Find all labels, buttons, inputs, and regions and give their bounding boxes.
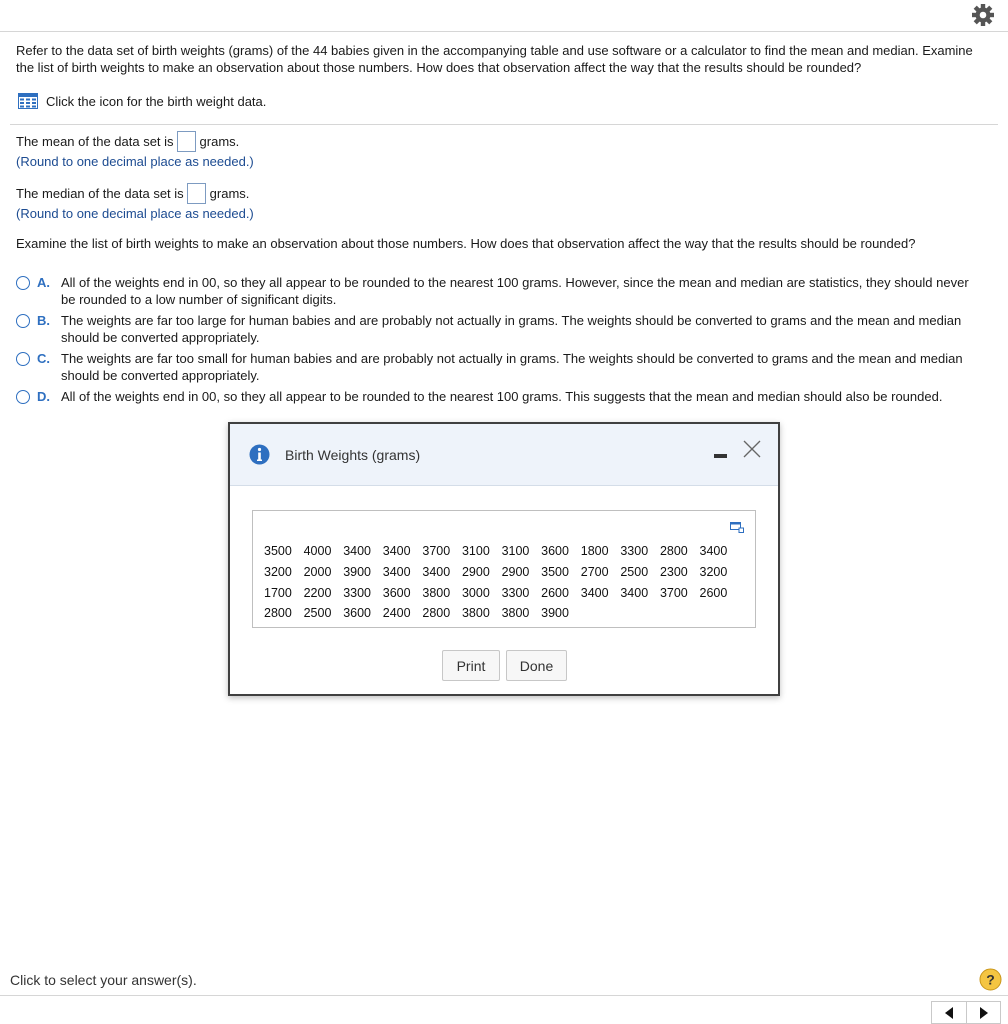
option-b-radio[interactable] (16, 314, 30, 328)
bottom-divider (0, 995, 1008, 996)
mean-suffix: grams. (199, 134, 240, 149)
table-cell: 2900 (461, 565, 490, 580)
option-b-text: The weights are far too large for human babies and are probably not actually in grams. The weights should be converted to grams and the mean and median should be converted appropriately. (61, 313, 962, 345)
table-cell: 2800 (264, 606, 292, 621)
top-divider (0, 31, 1008, 32)
table-cell: 3200 (264, 565, 292, 580)
median-suffix: grams. (209, 186, 250, 201)
section-divider (10, 124, 998, 125)
copy-icon[interactable] (730, 521, 744, 533)
table-cell: 2300 (659, 565, 688, 580)
table-row (264, 562, 739, 583)
table-cell: 3300 (620, 544, 649, 559)
close-icon[interactable] (742, 439, 762, 459)
help-icon[interactable] (979, 968, 1002, 991)
median-line (16, 183, 249, 204)
option-c-radio[interactable] (16, 352, 30, 366)
table-cell: 3900 (541, 606, 569, 621)
help-label: ? (986, 971, 995, 988)
data-table (264, 541, 739, 624)
table-cell: 3400 (422, 565, 451, 580)
table-cell: 3500 (264, 544, 292, 559)
option-d-radio[interactable] (16, 390, 30, 404)
table-cell: 3600 (541, 544, 569, 559)
gear-icon[interactable] (970, 2, 996, 28)
table-cell: 3400 (699, 544, 728, 559)
table-cell: 2800 (659, 544, 688, 559)
dialog-title: Birth Weights (grams) (285, 447, 421, 463)
median-input[interactable] (187, 183, 206, 204)
table-cell: 3800 (422, 585, 451, 600)
info-icon (249, 444, 270, 465)
option-a-radio[interactable] (16, 276, 30, 290)
table-cell: 2600 (699, 585, 728, 600)
question-text: Refer to the data set of birth weights (grams) of the 44 babies given in the accompanying table and use software or a calculator to find the mean and median. Examine the list of birth weights to make an observation about those numbers. How does that observation affect the way that the results should be rounded? (16, 43, 973, 75)
table-cell: 3400 (382, 565, 411, 580)
table-cell: 3400 (580, 585, 609, 600)
option-b[interactable] (16, 313, 976, 346)
table-icon[interactable] (18, 93, 38, 109)
table-cell: 2000 (303, 565, 332, 580)
table-cell: 3100 (501, 544, 530, 559)
table-cell: 3500 (541, 565, 569, 580)
minimize-icon[interactable] (714, 449, 728, 461)
table-row (264, 603, 739, 624)
next-button[interactable] (966, 1002, 1000, 1024)
table-cell: 3200 (699, 565, 728, 580)
next-icon (979, 1007, 989, 1019)
table-cell: 2400 (382, 606, 411, 621)
mean-input[interactable] (177, 131, 196, 152)
table-cell: 2600 (541, 585, 569, 600)
table-cell: 2500 (303, 606, 332, 621)
table-cell: 3600 (343, 606, 371, 621)
option-a-text: All of the weights end in 00, so they all appear to be rounded to the nearest 100 grams. However, since the mean and median are statistics, they should never be rounded to a low number of significant digits. (61, 275, 969, 307)
table-cell: 3700 (422, 544, 451, 559)
table-cell: 2200 (303, 585, 332, 600)
table-cell: 3800 (461, 606, 490, 621)
option-c-letter: C. (37, 351, 50, 366)
option-c-text: The weights are far too small for human babies and are probably not actually in grams. The weights should be converted to grams and the mean and median should be converted appropriately. (61, 351, 963, 383)
print-button[interactable]: Print (442, 650, 500, 681)
median-hint: (Round to one decimal place as needed.) (16, 206, 254, 221)
option-d-letter: D. (37, 389, 50, 404)
option-a[interactable] (16, 275, 976, 308)
table-cell: 3800 (501, 606, 530, 621)
examine-prompt: Examine the list of birth weights to make an observation about those numbers. How does that observation affect the way that the results should be rounded? (16, 236, 916, 251)
table-cell: 1800 (580, 544, 609, 559)
table-cell: 3300 (343, 585, 371, 600)
done-button[interactable]: Done (506, 650, 567, 681)
option-d-text: All of the weights end in 00, so they all appear to be rounded to the nearest 100 grams. This suggests that the mean and median should also be rounded. (61, 389, 943, 404)
option-b-letter: B. (37, 313, 50, 328)
mean-line (16, 131, 239, 152)
table-cell: 2900 (501, 565, 530, 580)
data-link-label[interactable]: Click the icon for the birth weight data. (46, 93, 267, 109)
mean-prefix: The mean of the data set is (16, 134, 174, 149)
birth-weights-dialog (228, 422, 780, 696)
mean-hint: (Round to one decimal place as needed.) (16, 154, 254, 169)
table-cell: 2800 (422, 606, 451, 621)
table-cell: 3400 (382, 544, 411, 559)
table-cell: 3900 (343, 565, 371, 580)
table-cell: 1700 (264, 585, 292, 600)
status-text: Click to select your answer(s). (10, 972, 197, 988)
question-nav (931, 1001, 1001, 1024)
prev-icon (944, 1007, 954, 1019)
option-a-letter: A. (37, 275, 50, 290)
table-row (264, 582, 739, 603)
table-cell: 3000 (461, 585, 490, 600)
data-link[interactable] (18, 93, 266, 109)
prev-button[interactable] (932, 1002, 966, 1024)
table-cell: 3100 (461, 544, 490, 559)
table-cell: 3400 (620, 585, 649, 600)
option-c[interactable] (16, 351, 976, 384)
table-cell: 2700 (580, 565, 609, 580)
table-cell: 2500 (620, 565, 649, 580)
table-row (264, 541, 739, 562)
table-cell: 4000 (303, 544, 332, 559)
median-prefix: The median of the data set is (16, 186, 184, 201)
table-cell: 3600 (382, 585, 411, 600)
table-cell: 3400 (343, 544, 371, 559)
table-cell: 3700 (659, 585, 688, 600)
option-d[interactable] (16, 389, 976, 406)
data-panel (252, 510, 756, 628)
dialog-header[interactable] (230, 424, 778, 486)
table-cell: 3300 (501, 585, 530, 600)
